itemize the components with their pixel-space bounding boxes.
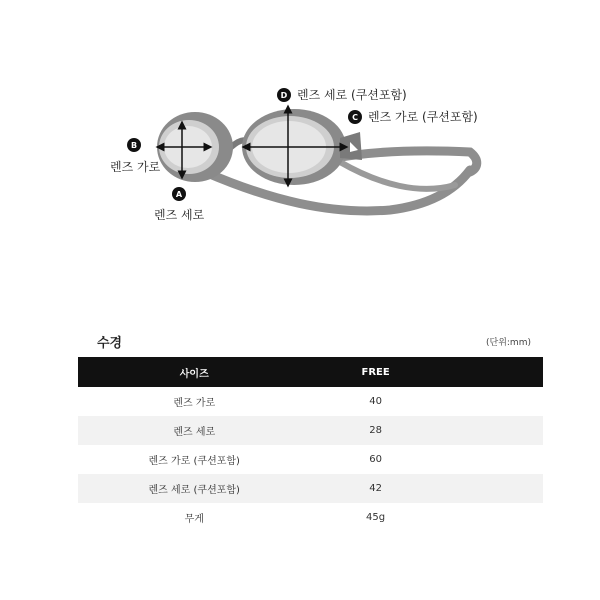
badge-d: D xyxy=(277,88,291,102)
badge-b: B xyxy=(127,138,141,152)
size-table xyxy=(78,357,543,532)
table-header-row xyxy=(78,357,543,387)
table-row xyxy=(78,445,543,474)
header-free: FREE xyxy=(311,357,441,387)
row-label: 렌즈 세로 xyxy=(78,416,311,445)
section-title: 수경 xyxy=(97,336,123,351)
header-spacer xyxy=(441,357,543,387)
row-label: 무게 xyxy=(184,514,204,525)
row-label: 렌즈 가로 xyxy=(173,398,216,409)
label-lens-width-cushion: 렌즈 가로 (쿠션포함) xyxy=(368,110,478,124)
row-value: 28 xyxy=(311,416,441,445)
header-size: 사이즈 xyxy=(78,357,311,387)
row-value: 40 xyxy=(369,396,382,407)
row-value: 45g xyxy=(366,512,386,523)
row-label: 렌즈 세로 (쿠션포함) xyxy=(78,474,311,503)
table-row xyxy=(78,416,543,445)
label-lens-height: 렌즈 세로 xyxy=(154,208,205,222)
row-value: 60 xyxy=(369,454,382,465)
row-label: 렌즈 가로 (쿠션포함) xyxy=(148,456,240,467)
badge-c: C xyxy=(348,110,362,124)
table-row xyxy=(78,474,543,503)
label-lens-height-cushion: 렌즈 세로 (쿠션포함) xyxy=(297,88,407,102)
unit-note: (단위:mm) xyxy=(486,338,531,348)
table-row xyxy=(78,387,543,416)
label-lens-width: 렌즈 가로 xyxy=(110,160,161,174)
badge-a: A xyxy=(172,187,186,201)
row-value: 42 xyxy=(311,474,441,503)
table-row xyxy=(78,503,543,532)
